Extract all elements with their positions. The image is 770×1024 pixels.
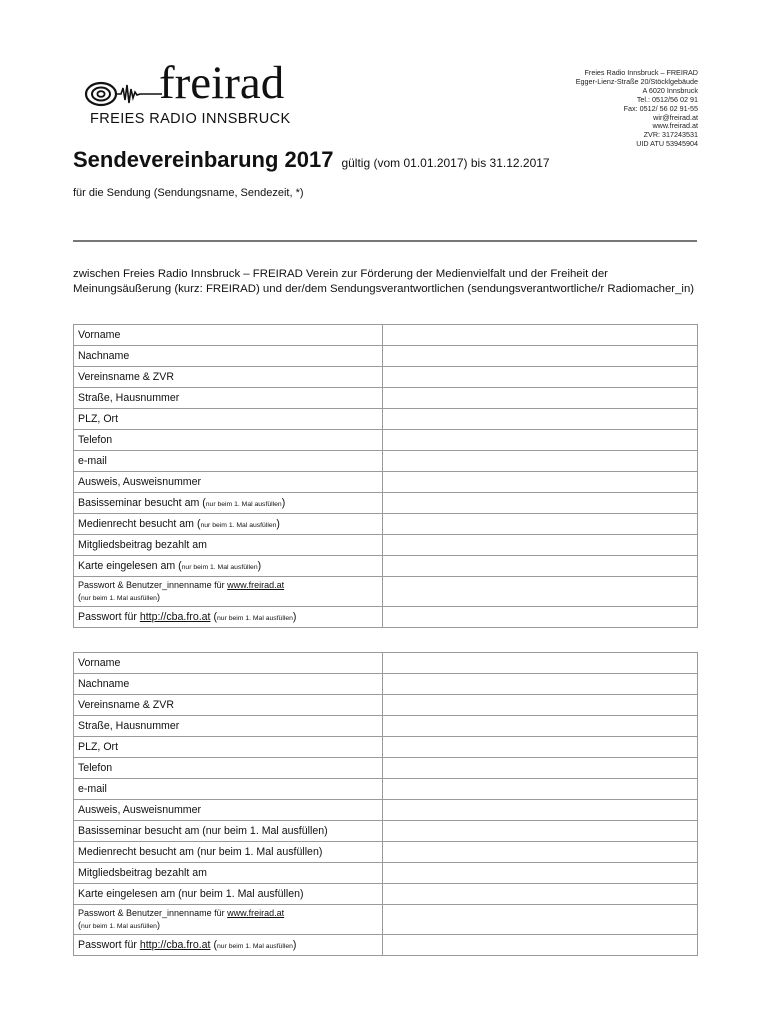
field-label: Ausweis, Ausweisnummer — [74, 800, 383, 821]
field-input[interactable] — [383, 863, 698, 884]
table-row — [74, 935, 698, 956]
field-note: nur beim 1. Mal ausfüllen — [205, 501, 282, 508]
field-input[interactable] — [383, 535, 698, 556]
field-input[interactable] — [383, 800, 698, 821]
field-input[interactable] — [383, 842, 698, 863]
field-label — [74, 607, 383, 628]
field-label-text: Passwort & Benutzer_innenname für — [78, 907, 228, 918]
field-label: e-mail — [74, 451, 383, 472]
table-row — [74, 430, 698, 451]
field-note-close: ) — [156, 919, 160, 930]
field-input[interactable] — [383, 577, 698, 607]
field-label: Straße, Hausnummer — [74, 388, 383, 409]
field-input[interactable] — [383, 493, 698, 514]
table-row — [74, 367, 698, 388]
table-row — [74, 737, 698, 758]
field-note: nur beim 1. Mal ausfüllen — [81, 922, 157, 930]
field-input[interactable] — [383, 430, 698, 451]
divider-line — [73, 240, 697, 242]
field-input[interactable] — [383, 346, 698, 367]
table-row — [74, 577, 698, 607]
field-input[interactable] — [383, 367, 698, 388]
table-row — [74, 800, 698, 821]
field-input[interactable] — [383, 409, 698, 430]
field-label: Straße, Hausnummer — [74, 716, 383, 737]
field-label: Mitgliedsbeitrag bezahlt am — [74, 863, 383, 884]
field-input[interactable] — [383, 556, 698, 577]
table-row — [74, 821, 698, 842]
field-label: Telefon — [74, 758, 383, 779]
field-note-close: ) — [281, 497, 286, 509]
field-input[interactable] — [383, 716, 698, 737]
field-label — [74, 577, 383, 607]
field-note-open: ( — [78, 591, 81, 602]
field-label-text: Passwort & Benutzer_innenname für — [78, 579, 228, 590]
field-input[interactable] — [383, 737, 698, 758]
table-row — [74, 409, 698, 430]
table-row — [74, 346, 698, 367]
table-row — [74, 472, 698, 493]
table-row — [74, 695, 698, 716]
address-website[interactable]: www.freirad.at — [652, 121, 698, 131]
freirad-link[interactable]: www.freirad.at — [227, 907, 285, 918]
field-label: Vorname — [74, 653, 383, 674]
cba-link[interactable]: http://cba.fro.at — [139, 611, 211, 623]
field-input[interactable] — [383, 695, 698, 716]
field-note-open: ( — [210, 611, 217, 623]
field-label — [74, 935, 383, 956]
table-row — [74, 514, 698, 535]
field-input[interactable] — [383, 653, 698, 674]
field-label: Vorname — [74, 325, 383, 346]
table-row — [74, 842, 698, 863]
field-input[interactable] — [383, 451, 698, 472]
title-row — [73, 147, 550, 173]
field-note-close: ) — [156, 591, 160, 602]
address-line: A 6020 Innsbruck — [642, 85, 698, 95]
field-note: nur beim 1. Mal ausfüllen — [216, 943, 293, 950]
freirad-link[interactable]: www.freirad.at — [227, 579, 285, 590]
table-row — [74, 653, 698, 674]
field-input[interactable] — [383, 905, 698, 935]
field-label — [74, 493, 383, 514]
field-label-text: Medienrecht besucht am ( — [78, 518, 201, 530]
field-note-close: ) — [292, 939, 297, 951]
field-label: Telefon — [74, 430, 383, 451]
field-label-text: Basisseminar besucht am ( — [78, 497, 206, 509]
table-row — [74, 556, 698, 577]
table-row — [74, 779, 698, 800]
address-email[interactable]: wir@freirad.at — [653, 112, 698, 122]
address-line: Tel.: 0512/56 02 91 — [636, 94, 698, 104]
field-label-text: Passwort für — [78, 611, 140, 623]
field-input[interactable] — [383, 607, 698, 628]
validity-text: gültig (vom 01.01.2017) bis 31.12.2017 — [341, 156, 550, 170]
table-row — [74, 716, 698, 737]
field-note-close: ) — [292, 611, 297, 623]
cba-link[interactable]: http://cba.fro.at — [139, 939, 211, 951]
broadcast-subtitle: für die Sendung (Sendungsname, Sendezeit, *) — [73, 187, 304, 199]
table-row — [74, 451, 698, 472]
field-label: e-mail — [74, 779, 383, 800]
field-note: nur beim 1. Mal ausfüllen — [81, 594, 157, 602]
field-note-open: ( — [210, 939, 217, 951]
field-label: Ausweis, Ausweisnummer — [74, 472, 383, 493]
field-label: Nachname — [74, 346, 383, 367]
field-input[interactable] — [383, 779, 698, 800]
field-note: nur beim 1. Mal ausfüllen — [181, 564, 258, 571]
logo-wordmark: freirad — [159, 57, 285, 109]
contact-form-table-2 — [73, 652, 698, 956]
field-label: Karte eingelesen am (nur beim 1. Mal ausfüllen) — [74, 884, 383, 905]
field-label: PLZ, Ort — [74, 409, 383, 430]
address-line: ZVR: 317243531 — [643, 130, 698, 140]
field-label: Mitgliedsbeitrag bezahlt am — [74, 535, 383, 556]
field-label: Vereinsname & ZVR — [74, 695, 383, 716]
logo-subtitle: FREIES RADIO INNSBRUCK — [90, 111, 291, 127]
table-row — [74, 905, 698, 935]
table-row — [74, 863, 698, 884]
field-note: nur beim 1. Mal ausfüllen — [216, 615, 293, 622]
table-row — [74, 884, 698, 905]
address-line: Freies Radio Innsbruck – FREIRAD — [584, 68, 698, 77]
field-label — [74, 905, 383, 935]
field-input[interactable] — [383, 935, 698, 956]
field-input[interactable] — [383, 514, 698, 535]
field-label-text: Passwort für — [78, 939, 140, 951]
field-label — [74, 514, 383, 535]
page-title: Sendevereinbarung 2017 — [73, 147, 334, 172]
field-input[interactable] — [383, 674, 698, 695]
field-note: nur beim 1. Mal ausfüllen — [200, 522, 277, 529]
field-label-text: Karte eingelesen am ( — [78, 560, 182, 572]
freirad-logo — [84, 57, 346, 128]
field-input[interactable] — [383, 472, 698, 493]
field-note-close: ) — [276, 518, 280, 530]
address-line: Fax: 0512/ 56 02 91-55 — [623, 103, 698, 113]
field-label — [74, 556, 383, 577]
table-row — [74, 535, 698, 556]
contact-form-table-1 — [73, 324, 698, 628]
field-label: Medienrecht besucht am (nur beim 1. Mal ausfüllen) — [74, 842, 383, 863]
radio-wave-logo-icon — [84, 74, 164, 114]
table-row — [74, 607, 698, 628]
address-line: UID ATU 53945904 — [636, 139, 698, 149]
field-note-open: ( — [78, 919, 81, 930]
address-block — [576, 69, 698, 149]
table-row — [74, 674, 698, 695]
intro-paragraph: zwischen Freies Radio Innsbruck – FREIRAD Verein zur Förderung der Medienvielfalt und der Freiheit der Meinungsäußerung (kurz: FREIRAD) und der/dem Sendungsverantwortlichen (sendungsverantwortliche/r Radiomacher_in) — [73, 268, 695, 295]
field-input[interactable] — [383, 758, 698, 779]
field-input[interactable] — [383, 388, 698, 409]
table-row — [74, 388, 698, 409]
field-note-close: ) — [257, 560, 262, 572]
table-row — [74, 758, 698, 779]
field-label: PLZ, Ort — [74, 737, 383, 758]
field-input[interactable] — [383, 821, 698, 842]
table-row — [74, 493, 698, 514]
field-label: Vereinsname & ZVR — [74, 367, 383, 388]
address-line: Egger-Lienz-Straße 20/Stöcklgebäude — [575, 76, 698, 86]
field-label: Basisseminar besucht am (nur beim 1. Mal ausfüllen) — [74, 821, 383, 842]
field-input[interactable] — [383, 884, 698, 905]
table-row — [74, 325, 698, 346]
field-input[interactable] — [383, 325, 698, 346]
field-label: Nachname — [74, 674, 383, 695]
